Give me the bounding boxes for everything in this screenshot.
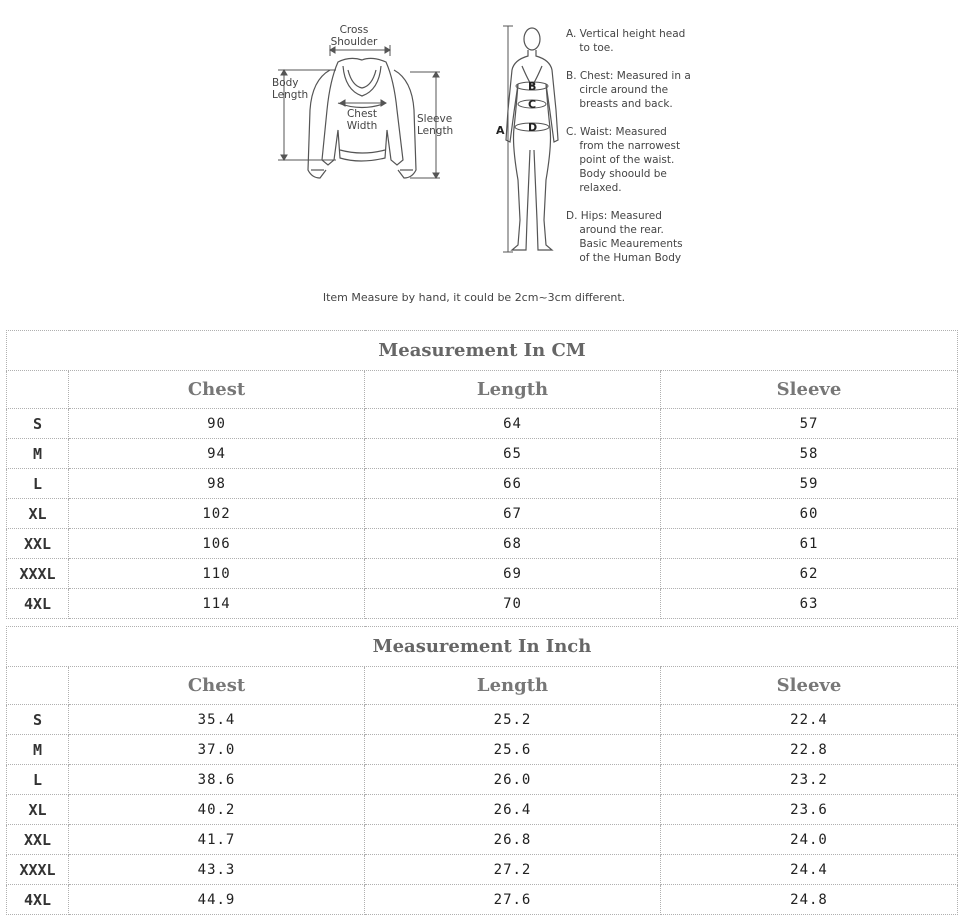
length-value: 26.0 (365, 765, 661, 795)
header-size-cell (7, 667, 69, 705)
length-value: 70 (365, 589, 661, 619)
sleeve-length-label-line1: Sleeve (417, 113, 453, 125)
cm-size-table (6, 330, 958, 619)
chest-width-label (342, 108, 382, 132)
chest-value: 114 (69, 589, 365, 619)
chest-value: 43.3 (69, 855, 365, 885)
measure-footnote: Item Measure by hand, it could be 2cm~3cm different. (322, 291, 626, 304)
cross-shoulder-label-line2: Shoulder (330, 36, 378, 48)
sleeve-value: 57 (661, 409, 958, 439)
note-a: A. Vertical height head to toe. (566, 28, 686, 54)
body-letter-a: A (496, 124, 505, 137)
inch-size-table (6, 626, 958, 915)
length-value: 27.2 (365, 855, 661, 885)
sleeve-value: 22.8 (661, 735, 958, 765)
sleeve-value: 22.4 (661, 705, 958, 735)
length-value: 69 (365, 559, 661, 589)
chest-value: 37.0 (69, 735, 365, 765)
length-value: 27.6 (365, 885, 661, 915)
chest-value: 90 (69, 409, 365, 439)
sleeve-value: 60 (661, 499, 958, 529)
body-letter-b: B (528, 80, 537, 93)
chest-width-label-line1: Chest (346, 108, 378, 120)
sleeve-value: 23.6 (661, 795, 958, 825)
table-title-row (7, 331, 958, 371)
table-header-row (7, 371, 958, 409)
sleeve-value: 61 (661, 529, 958, 559)
table-row (7, 409, 958, 439)
size-cell: 4XL (7, 885, 69, 915)
size-cell: XXL (7, 529, 69, 559)
table-row (7, 589, 958, 619)
sleeve-value: 24.0 (661, 825, 958, 855)
body-letter-d: D (528, 121, 538, 134)
table-row (7, 439, 958, 469)
length-value: 26.4 (365, 795, 661, 825)
length-value: 64 (365, 409, 661, 439)
sleeve-value: 63 (661, 589, 958, 619)
size-cell: S (7, 705, 69, 735)
diagram-illustration (0, 0, 962, 318)
chest-value: 110 (69, 559, 365, 589)
chest-value: 38.6 (69, 765, 365, 795)
chest-value: 102 (69, 499, 365, 529)
header-length: Length (365, 667, 661, 705)
table-title: Measurement In Inch (7, 627, 958, 667)
body-figure (506, 28, 558, 250)
size-cell: M (7, 439, 69, 469)
table-row (7, 795, 958, 825)
body-letter-c: C (528, 98, 537, 111)
cross-shoulder-label (330, 24, 378, 48)
sleeve-value: 62 (661, 559, 958, 589)
table-row (7, 529, 958, 559)
chest-value: 94 (69, 439, 365, 469)
header-size-cell (7, 371, 69, 409)
sleeve-value: 58 (661, 439, 958, 469)
size-cell: XL (7, 795, 69, 825)
table-header-row (7, 667, 958, 705)
chest-value: 106 (69, 529, 365, 559)
body-length-label (272, 77, 308, 101)
sleeve-value: 59 (661, 469, 958, 499)
body-length-label-line1: Body (272, 77, 299, 89)
chest-value: 40.2 (69, 795, 365, 825)
length-value: 65 (365, 439, 661, 469)
table-row (7, 705, 958, 735)
sleeve-length-label (417, 113, 453, 137)
note-b: B. Chest: Measured in a circle around the breasts and back. (566, 70, 691, 110)
table-row (7, 559, 958, 589)
size-cell: XL (7, 499, 69, 529)
table-row (7, 469, 958, 499)
size-cell: XXXL (7, 855, 69, 885)
table-row (7, 735, 958, 765)
length-value: 25.2 (365, 705, 661, 735)
size-cell: S (7, 409, 69, 439)
cross-shoulder-label-line1: Cross (339, 24, 369, 36)
body-length-label-line2: Length (272, 89, 309, 101)
chest-value: 35.4 (69, 705, 365, 735)
table-row (7, 885, 958, 915)
size-cell: L (7, 765, 69, 795)
header-chest: Chest (69, 667, 365, 705)
header-sleeve: Sleeve (661, 667, 958, 705)
note-c: C. Waist: Measured from the narrowest point of the waist. Body shoould be relaxed. (566, 126, 681, 194)
size-cell: L (7, 469, 69, 499)
length-value: 26.8 (365, 825, 661, 855)
measurement-diagram (0, 0, 962, 318)
table-row (7, 825, 958, 855)
chest-value: 98 (69, 469, 365, 499)
length-value: 67 (365, 499, 661, 529)
length-value: 66 (365, 469, 661, 499)
sleeve-value: 23.2 (661, 765, 958, 795)
table-row (7, 499, 958, 529)
size-cell: XXXL (7, 559, 69, 589)
table-row (7, 855, 958, 885)
sleeve-value: 24.8 (661, 885, 958, 915)
note-d: D. Hips: Measured around the rear. Basic Meaurements of the Human Body (566, 210, 683, 264)
header-sleeve: Sleeve (661, 371, 958, 409)
header-length: Length (365, 371, 661, 409)
sleeve-value: 24.4 (661, 855, 958, 885)
length-value: 68 (365, 529, 661, 559)
sleeve-length-label-line2: Length (417, 125, 454, 137)
table-row (7, 765, 958, 795)
chest-value: 44.9 (69, 885, 365, 915)
chest-width-label-line2: Width (346, 120, 378, 132)
length-value: 25.6 (365, 735, 661, 765)
size-cell: XXL (7, 825, 69, 855)
table-title: Measurement In CM (7, 331, 958, 371)
size-cell: 4XL (7, 589, 69, 619)
table-title-row (7, 627, 958, 667)
size-cell: M (7, 735, 69, 765)
chest-value: 41.7 (69, 825, 365, 855)
header-chest: Chest (69, 371, 365, 409)
